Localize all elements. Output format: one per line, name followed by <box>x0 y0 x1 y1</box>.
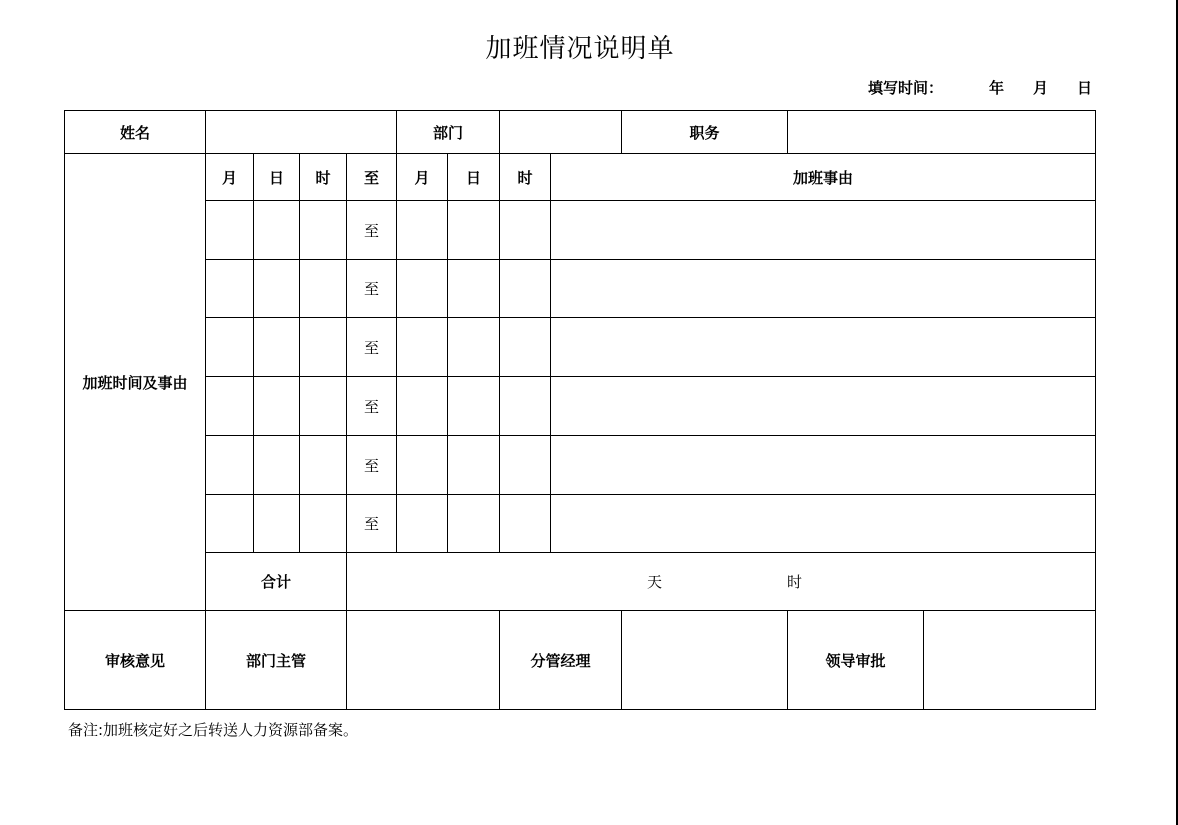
from-day-cell[interactable] <box>254 318 300 377</box>
to-day-cell[interactable] <box>448 201 500 260</box>
leader-field[interactable] <box>926 613 1097 709</box>
to-month-cell[interactable] <box>397 201 448 260</box>
from-hour-input[interactable] <box>302 320 348 376</box>
from-hour-cell[interactable] <box>300 318 347 377</box>
to-separator: 至 <box>347 495 397 553</box>
col-to-day: 日 <box>448 154 500 201</box>
from-day-input[interactable] <box>256 379 301 435</box>
to-hour-input[interactable] <box>502 497 552 552</box>
dept-head-field-cell[interactable] <box>347 611 500 710</box>
to-hour-cell[interactable] <box>500 201 551 260</box>
col-from-month: 月 <box>206 154 254 201</box>
review-section-label: 审核意见 <box>65 611 206 710</box>
reason-input[interactable] <box>553 320 1097 376</box>
name-label: 姓名 <box>65 111 206 154</box>
to-month-input[interactable] <box>399 203 449 259</box>
total-hours-unit: 时 <box>787 573 803 591</box>
name-field-cell[interactable] <box>206 111 397 154</box>
to-hour-input[interactable] <box>502 379 552 435</box>
dept-field[interactable] <box>502 113 623 153</box>
manager-field-cell[interactable] <box>622 611 788 710</box>
from-day-input[interactable] <box>256 262 301 317</box>
fill-date-day: 日 <box>1077 79 1093 97</box>
to-separator: 至 <box>347 377 397 436</box>
to-day-input[interactable] <box>450 320 501 376</box>
to-hour-input[interactable] <box>502 203 552 259</box>
reason-input[interactable] <box>553 262 1097 317</box>
dept-head-field[interactable] <box>349 613 501 709</box>
to-hour-cell[interactable] <box>500 260 551 318</box>
to-day-cell[interactable] <box>448 377 500 436</box>
fill-date-year: 年 <box>989 79 1005 97</box>
from-month-input[interactable] <box>208 438 255 494</box>
to-month-input[interactable] <box>399 262 449 317</box>
to-hour-cell[interactable] <box>500 495 551 553</box>
to-month-input[interactable] <box>399 438 449 494</box>
to-day-input[interactable] <box>450 262 501 317</box>
to-hour-input[interactable] <box>502 320 552 376</box>
from-day-input[interactable] <box>256 203 301 259</box>
to-day-input[interactable] <box>450 379 501 435</box>
to-hour-cell[interactable] <box>500 318 551 377</box>
to-day-input[interactable] <box>450 203 501 259</box>
col-reason: 加班事由 <box>551 154 1096 201</box>
manager-label: 分管经理 <box>500 611 622 710</box>
from-day-cell[interactable] <box>254 377 300 436</box>
total-value-cell[interactable] <box>347 553 1096 611</box>
from-hour-cell[interactable] <box>300 260 347 318</box>
to-day-cell[interactable] <box>448 495 500 553</box>
to-month-cell[interactable] <box>397 318 448 377</box>
reason-input[interactable] <box>553 379 1097 435</box>
from-month-cell[interactable] <box>206 495 254 553</box>
to-hour-cell[interactable] <box>500 377 551 436</box>
to-hour-cell[interactable] <box>500 436 551 495</box>
reason-input[interactable] <box>553 497 1097 552</box>
from-hour-cell[interactable] <box>300 495 347 553</box>
leader-field-cell[interactable] <box>924 611 1096 710</box>
from-day-cell[interactable] <box>254 495 300 553</box>
fill-date-month: 月 <box>1033 79 1049 97</box>
dept-label: 部门 <box>397 111 500 154</box>
footnote: 备注:加班核定好之后转送人力资源部备案。 <box>68 721 359 739</box>
from-month-cell[interactable] <box>206 201 254 260</box>
col-from-hour: 时 <box>300 154 347 201</box>
dept-head-label: 部门主管 <box>206 611 347 710</box>
reason-input[interactable] <box>553 203 1097 259</box>
from-hour-input[interactable] <box>302 203 348 259</box>
to-day-cell[interactable] <box>448 318 500 377</box>
from-month-cell[interactable] <box>206 318 254 377</box>
reason-cell[interactable] <box>551 201 1096 260</box>
total-days-unit: 天 <box>647 573 663 591</box>
from-day-cell[interactable] <box>254 436 300 495</box>
from-month-input[interactable] <box>208 497 255 552</box>
to-month-input[interactable] <box>399 497 449 552</box>
from-day-input[interactable] <box>256 438 301 494</box>
col-to-month: 月 <box>397 154 448 201</box>
from-month-cell[interactable] <box>206 436 254 495</box>
manager-field[interactable] <box>624 613 789 709</box>
from-hour-input[interactable] <box>302 379 348 435</box>
from-hour-cell[interactable] <box>300 436 347 495</box>
total-label: 合计 <box>206 553 347 611</box>
to-day-input[interactable] <box>450 438 501 494</box>
col-from-day: 日 <box>254 154 300 201</box>
from-day-cell[interactable] <box>254 260 300 318</box>
from-hour-cell[interactable] <box>300 377 347 436</box>
fill-date-label: 填写时间： <box>868 79 944 97</box>
to-separator: 至 <box>347 201 397 260</box>
leader-label: 领导审批 <box>788 611 924 710</box>
reason-input[interactable] <box>553 438 1097 494</box>
reason-cell[interactable] <box>551 495 1096 553</box>
from-month-input[interactable] <box>208 320 255 376</box>
from-hour-cell[interactable] <box>300 201 347 260</box>
to-hour-input[interactable] <box>502 262 552 317</box>
dept-field-cell[interactable] <box>500 111 622 154</box>
from-day-input[interactable] <box>256 320 301 376</box>
from-month-input[interactable] <box>208 379 255 435</box>
position-field-cell[interactable] <box>788 111 1096 154</box>
to-month-cell[interactable] <box>397 260 448 318</box>
from-day-cell[interactable] <box>254 201 300 260</box>
reason-cell[interactable] <box>551 436 1096 495</box>
to-day-cell[interactable] <box>448 436 500 495</box>
from-day-input[interactable] <box>256 497 301 552</box>
overtime-section-label: 加班时间及事由 <box>65 154 206 611</box>
to-separator: 至 <box>347 260 397 318</box>
form-title: 加班情况说明单 <box>485 34 675 64</box>
to-separator: 至 <box>347 318 397 377</box>
from-hour-input[interactable] <box>302 262 348 317</box>
to-month-cell[interactable] <box>397 495 448 553</box>
reason-cell[interactable] <box>551 377 1096 436</box>
from-hour-input[interactable] <box>302 438 348 494</box>
to-month-cell[interactable] <box>397 377 448 436</box>
from-hour-input[interactable] <box>302 497 348 552</box>
reason-cell[interactable] <box>551 318 1096 377</box>
from-month-cell[interactable] <box>206 377 254 436</box>
position-field[interactable] <box>790 113 1097 153</box>
to-day-cell[interactable] <box>448 260 500 318</box>
to-month-input[interactable] <box>399 320 449 376</box>
from-month-input[interactable] <box>208 203 255 259</box>
to-month-input[interactable] <box>399 379 449 435</box>
to-hour-input[interactable] <box>502 438 552 494</box>
to-separator: 至 <box>347 436 397 495</box>
to-day-input[interactable] <box>450 497 501 552</box>
to-month-cell[interactable] <box>397 436 448 495</box>
col-to-hour: 时 <box>500 154 551 201</box>
from-month-input[interactable] <box>208 262 255 317</box>
reason-cell[interactable] <box>551 260 1096 318</box>
position-label: 职务 <box>622 111 788 154</box>
from-month-cell[interactable] <box>206 260 254 318</box>
name-field[interactable] <box>208 113 398 153</box>
col-to: 至 <box>347 154 397 201</box>
